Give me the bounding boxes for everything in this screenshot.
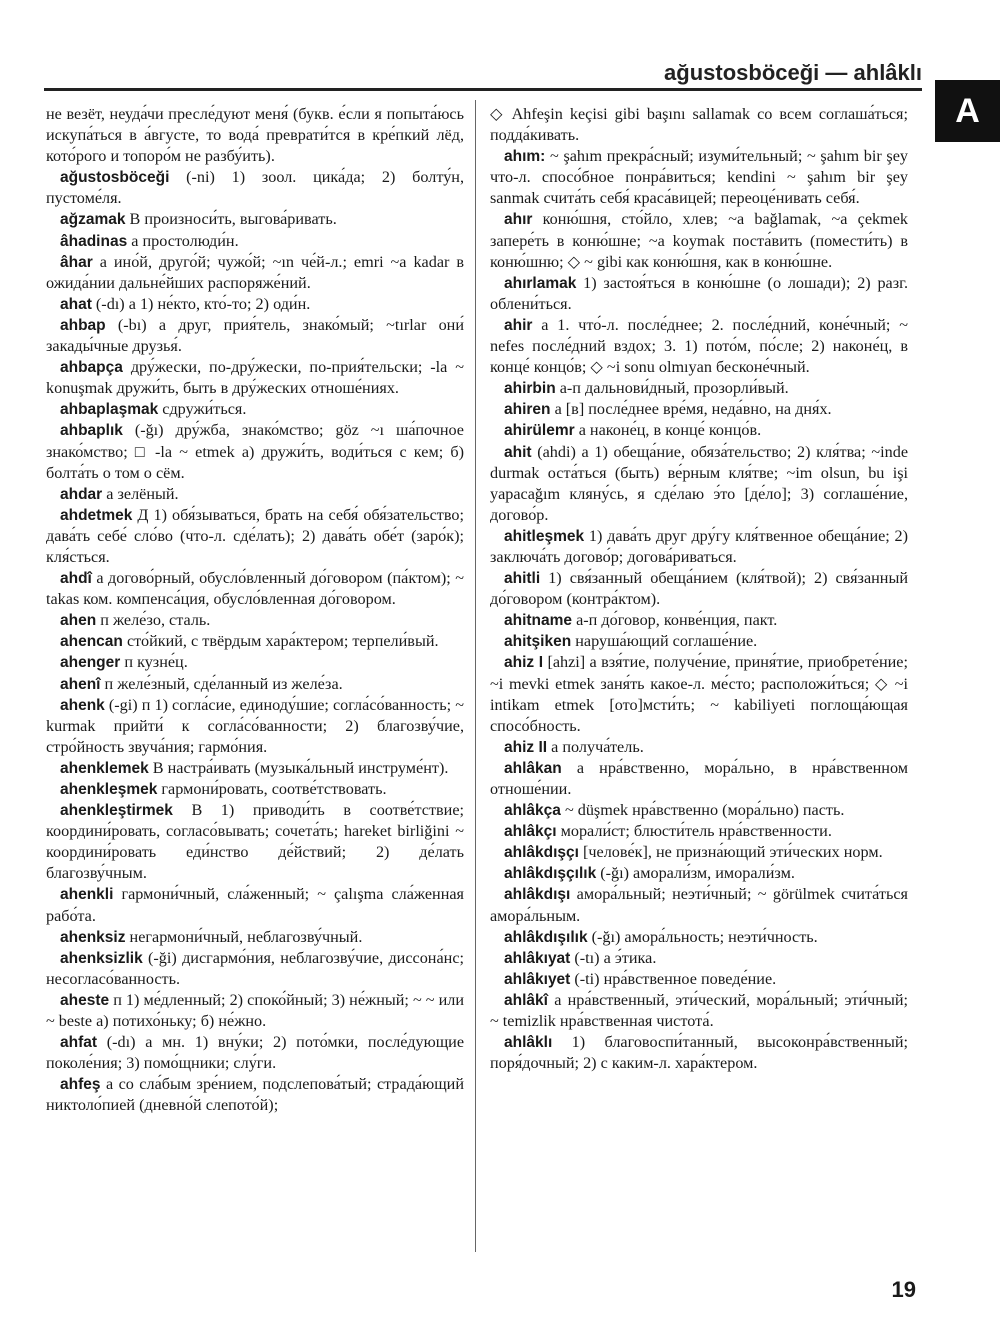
entry-headword: ahlâkan [504, 759, 562, 777]
entry-headword: ahiren [504, 401, 551, 419]
dictionary-entry [490, 842, 908, 863]
entry-headword: ahlâkdışı [504, 886, 571, 904]
entry-headword: ahenkleştirmek [60, 802, 173, 820]
entry-headword: ahlâkî [504, 991, 548, 1009]
dictionary-entry [490, 969, 908, 990]
entry-definition: а нра́вственный, эти́ческий, мора́льный; эти́чный; ~ temizlik нра́вственная чистота́. [490, 990, 909, 1031]
entry-definition: В настра́ивать (музыка́льный инструме́нт). [152, 758, 449, 777]
entry-headword: ahım: [504, 148, 546, 166]
dictionary-entry [46, 631, 464, 652]
entry-definition: (-bı) а друг, прия́тель, знако́мый; ~tırlar они́ закады́чные друзья́. [46, 315, 464, 356]
dictionary-entry [490, 568, 908, 610]
entry-definition: (-ni) 1) зоол. цика́да; 2) болту́н, пустоме́ля. [46, 168, 464, 208]
dictionary-entry [46, 209, 464, 230]
column-divider [475, 100, 476, 1252]
entry-headword: ağustosböceği [60, 169, 170, 187]
dictionary-entry [46, 695, 464, 758]
entry-headword: ahit [504, 443, 532, 461]
entry-headword: ahat [60, 295, 92, 313]
entry-definition: 1) благовоспи́танный, высоконра́вственный; поря́дочный; 2) с каким-л. хара́ктером. [490, 1033, 908, 1073]
entry-definition: (-ti) нра́вственное поведе́ние. [574, 969, 777, 988]
entry-definition: 1) свя́занный обеща́нием (кля́твой); 2) свя́занный до́говором (контра́ктом). [490, 569, 909, 609]
dictionary-entry [46, 948, 464, 990]
dictionary-entry [490, 821, 908, 842]
entry-definition: (-tı) а э́тика. [574, 948, 657, 967]
entry-definition: сдружи́ться. [162, 400, 247, 419]
running-head: ağustosböceği — ahlâklı [664, 60, 922, 85]
entry-headword: ahenkli [60, 886, 114, 904]
entry-definition: [челове́к], не призна́ющий эти́ческих норм. [583, 843, 883, 862]
dictionary-entry [46, 252, 464, 294]
dictionary-entry [490, 948, 908, 969]
left-column [46, 104, 464, 1117]
dictionary-entry [46, 399, 464, 420]
entry-definition: гармони́ровать, соотве́тствовать. [161, 780, 387, 798]
entry-definition: а наконе́ц, в конце́ концо́в. [578, 421, 762, 440]
dictionary-entry [490, 420, 908, 441]
entry-headword: ahdar [60, 485, 103, 503]
entry-definition: а простолюди́н. [131, 231, 239, 250]
entry-definition: В произноси́ть, выгова́ривать. [129, 210, 337, 229]
dictionary-entry [490, 209, 908, 272]
entry-headword: ahirülemr [504, 422, 575, 440]
entry-headword: ahbaplık [60, 422, 123, 440]
dictionary-entry [490, 631, 908, 652]
entry-definition: п желе́зо, сталь. [100, 611, 211, 630]
entry-headword: ahfat [60, 1034, 98, 1052]
entry-headword: ahdî [60, 570, 92, 588]
entry-headword: ahenklemek [60, 759, 149, 777]
entry-headword: ahlâkıyet [504, 970, 571, 988]
entry-headword: ahlâklı [504, 1034, 553, 1052]
dictionary-entry [46, 884, 464, 926]
entry-headword: ahlâkçı [504, 823, 557, 841]
dictionary-entry [490, 315, 908, 378]
entry-headword: ahen [60, 612, 97, 630]
entry-definition: а-п дальнови́дный, прозорли́вый. [559, 379, 789, 398]
entry-definition: коню́шня, сто́йло, хлев; ~a bağlamak, ~a çekmek запере́ть в коню́шне; ~a koymak поста́вить (помести́ть) в коню́шню; ◇ ~ gibi как коню́шня, как в коню́шне. [490, 210, 909, 271]
entry-headword: ahlâkıyat [504, 949, 571, 967]
dictionary-entry [46, 758, 464, 779]
dictionary-entry [46, 294, 464, 315]
entry-definition: а-п до́говор, конве́нция, пакт. [576, 611, 778, 630]
entry-definition: дру́жески, по-дру́жески, по-прия́тельски; -la ~ konuşmak дружи́ть, быть в дру́жеских отноше́ниях. [46, 358, 464, 398]
entry-headword: ahbap [60, 316, 106, 334]
dictionary-entry [46, 1032, 464, 1074]
entry-headword: ahiz II [504, 738, 548, 756]
entry-definition: 1) дава́ть друг дру́гу кля́твенное обеща́ние; 2) заключа́ть догово́р; догова́риваться. [490, 526, 909, 566]
entry-definition: морали́ст; блюсти́тель нра́вственности. [560, 822, 832, 841]
entry-headword: ahenksiz [60, 928, 126, 946]
dictionary-entry [490, 1032, 908, 1074]
entry-definition: ◇ Ahfeşin keçisi gibi başını sallamak со всем соглаша́ться; подда́кивать. [490, 105, 908, 145]
dictionary-entry [46, 104, 464, 167]
letter-tab: A [935, 80, 1000, 142]
entry-definition: не везёт, неуда́чи пресле́дуют меня́ (букв. е́сли я попыта́юсь искупа́ться в а́вгусте, то вода́ преврати́тся в кре́пкий лёд, кото́рого и топоро́м не разбу́ить). [46, 105, 464, 166]
dictionary-entry [46, 505, 464, 568]
entry-headword: ahbaplaşmak [60, 401, 159, 419]
dictionary-entry [490, 273, 908, 315]
entry-headword: ahencan [60, 633, 123, 651]
dictionary-entry [46, 167, 464, 209]
entry-definition: а получа́тель. [551, 737, 644, 756]
entry-definition: (-ğı) амора́льность; неэти́чность. [591, 927, 818, 946]
dictionary-entry [46, 927, 464, 948]
dictionary-entry [46, 357, 464, 399]
entry-definition: (ahdi) а 1) обеща́ние, обяза́тельство; 2) кля́тва; ~inde durmak оста́ться (быть) ве́рным кля́тве; ~im olsun, bu işi yapacağım кляну́сь, я сде́лаю э́то [де́ло]; 3) соглаше́ние, догово́р. [490, 442, 909, 524]
entry-definition: наруша́ющий соглаше́ние. [575, 632, 758, 651]
entry-headword: ahbapça [60, 359, 123, 377]
entry-definition: а 1. что́-л. после́днее; 2. после́дний, коне́чный; ~ nefes после́дний вздох; 3. 1) пото́м, по́сле; 2) наконе́ц, в конце́ концо́в; ◇ ~i sonu olmıyan бесконе́чный. [490, 315, 908, 377]
entry-headword: ahitli [504, 570, 541, 588]
entry-definition: (-ği) дисгармо́ния, неблагозву́чие, диссона́нс; несогласо́ванность. [46, 948, 464, 988]
dictionary-entry [46, 315, 464, 357]
dictionary-entry [490, 104, 908, 146]
entry-headword: ahlâkdışçı [504, 844, 579, 862]
entry-headword: ahlâkdışçılık [504, 865, 597, 883]
entry-definition: а догово́рный, обусло́вленный до́говором (па́ктом); ~ takas ком. компенса́ция, обусло́вленная до́говором. [46, 569, 465, 609]
entry-definition: а зелёный. [106, 484, 179, 503]
entry-headword: ahır [504, 211, 533, 229]
entry-definition: а нра́вственно, мора́льно, в нра́вственном отноше́нии. [490, 758, 908, 798]
entry-headword: ahfeş [60, 1076, 101, 1094]
dictionary-entry [490, 863, 908, 884]
dictionary-entry [490, 884, 908, 926]
entry-headword: ahdetmek [60, 506, 133, 524]
dictionary-entry [46, 568, 464, 610]
right-column [490, 104, 908, 1074]
dictionary-entry [490, 146, 908, 209]
dictionary-entry [490, 526, 908, 568]
entry-headword: ahlâkça [504, 802, 561, 820]
entry-definition: ~ düşmek нра́вственно (мора́льно) пасть. [564, 801, 845, 820]
entry-headword: ahenî [60, 675, 101, 693]
dictionary-entry [46, 231, 464, 252]
entry-headword: ahenkleşmek [60, 781, 158, 798]
dictionary-entry [490, 442, 908, 526]
entry-headword: aheste [60, 991, 110, 1009]
dictionary-entry [490, 399, 908, 420]
header-rule [44, 88, 922, 91]
entry-definition: амора́льный; неэти́чный; ~ görülmek счита́ться амора́льным. [490, 885, 909, 925]
dictionary-entry [490, 610, 908, 631]
entry-definition: (-dı) а 1) не́кто, кто́-то; 2) оди́н. [95, 294, 311, 313]
entry-headword: ahenger [60, 654, 121, 672]
entry-definition: п 1) ме́дленный; 2) споко́йный; 3) не́жный; ~ ~ или ~ beste а) потихо́ньку; б) не́жно. [46, 990, 465, 1031]
entry-headword: ahir [504, 316, 533, 334]
entry-definition: (-ğı) дру́жба, знако́мство; göz ~ı ша́почное знако́мство; □ -la ~ etmek а) дружи́ть, води́ться с кем; б) болта́ть о том о сём. [46, 421, 464, 482]
dictionary-entry [46, 652, 464, 673]
entry-definition: В 1) приводи́ть в соотве́тствие; координи́ровать, согласо́вывать; сочета́ть; hareket birliğini ~ координи́ровать еди́нство де́йствий; 2) де́лать благозву́чным. [46, 801, 465, 883]
dictionary-entry [46, 420, 464, 483]
entry-headword: âhadinas [60, 232, 128, 250]
dictionary-entry [46, 800, 464, 884]
entry-definition: [ahzi] а взя́тие, получе́ние, приня́тие, приобрете́ние; ~i mevki etmek заня́ть какое-л. ме́сто; расположи́ться; ◇ ~i intikam etmek [ото]мсти́ть; ~ kabiliyeti поглоща́ющая спосо́бность. [490, 653, 908, 735]
dictionary-entry [46, 990, 464, 1032]
entry-headword: ahlâkdışılık [504, 928, 588, 946]
entry-definition: (-gi) п 1) согла́сие, единоду́шие; согла́со́ванность; ~ kurmak прийти́ к согла́со́ванности; 2) благозву́чие, стро́йность звуча́ния; гармо́ния. [46, 695, 465, 756]
entry-definition: ~ şahım прекра́сный; изуми́тельный; ~ şahım bir şey что-л. спосо́бное понра́виться; kendini ~ şahım bir şey sanmak счита́ть себя́ краса́вицей; переоце́нивать себя́. [490, 147, 908, 208]
dictionary-entry [490, 800, 908, 821]
entry-definition: Д 1) обя́зываться, брать на себя́ обя́зательство; дава́ть себе́ сло́во (что-л. сде́лать); 2) дава́ть обе́т (заро́к); кля́сться. [46, 505, 464, 566]
entry-headword: ahitleşmek [504, 527, 585, 545]
entry-definition: (-ğı) аморали́зм, иморали́зм. [600, 864, 795, 883]
entry-headword: ahiz I [504, 654, 544, 672]
page-number: 19 [891, 1277, 916, 1302]
dictionary-entry [490, 737, 908, 758]
dictionary-entry [490, 758, 908, 800]
dictionary-entry [46, 779, 464, 800]
entry-headword: ahitşiken [504, 633, 572, 651]
entry-definition: сто́йкий, с твёрдым хара́ктером; терпели́вый. [126, 632, 439, 651]
entry-definition: гармони́чный, сла́женный; ~ çalışma сла́женная рабо́та. [46, 885, 465, 925]
entry-definition: 1) застоя́ться в коню́шне (о лошади); 2) разг. облени́ться. [490, 273, 908, 313]
dictionary-entry [490, 378, 908, 399]
entry-definition: а ино́й, друго́й; чужо́й; ~ın че́й-л.; emri ~a kadar в ожида́нии дальне́йших распоряже́ний. [46, 252, 464, 292]
entry-headword: ahitname [504, 612, 573, 630]
entry-headword: ağzamak [60, 211, 126, 229]
dictionary-entry [490, 927, 908, 948]
entry-headword: âhar [60, 253, 93, 271]
dictionary-entry [490, 652, 908, 736]
dictionary-entry [46, 610, 464, 631]
dictionary-entry [490, 990, 908, 1032]
dictionary-entry [46, 674, 464, 695]
entry-headword: ahenksizlik [60, 949, 143, 967]
entry-definition: (-dı) а мн. 1) вну́ки; 2) пото́мки, после́дующие поколе́ния; 3) помо́щники; слу́ги. [46, 1033, 465, 1073]
entry-definition: п желе́зный, сде́ланный из желе́за. [104, 674, 343, 693]
dictionary-entry [46, 484, 464, 505]
entry-headword: ahenk [60, 696, 105, 714]
entry-headword: ahırlamak [504, 274, 577, 292]
entry-definition: а [в] после́днее вре́мя, неда́вно, на дня́х. [554, 400, 832, 419]
dictionary-entry [46, 1074, 464, 1116]
entry-definition: негармони́чный, неблагозву́чный. [129, 927, 363, 946]
entry-headword: ahirbin [504, 380, 556, 398]
entry-definition: а со сла́бым зре́нием, подслепова́тый; страда́ющий никтоло́пией (дневно́й слепото́й); [46, 1075, 464, 1115]
entry-definition: п кузне́ц. [124, 653, 188, 672]
